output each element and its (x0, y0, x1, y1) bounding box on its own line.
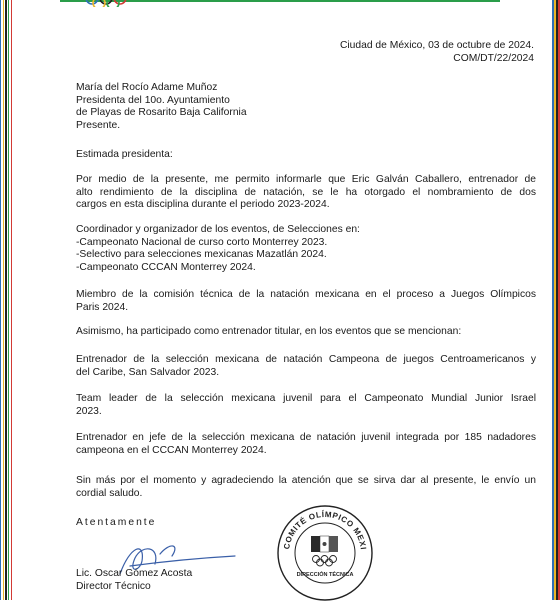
paragraph-line: Por medio de la presente, me permito informarle que Eric Galván Caballero, entrenador de (76, 174, 536, 185)
paragraph-line: cargos en esta disciplina durante el periodo 2023-2024. (76, 199, 330, 210)
paragraph-events-intro (76, 326, 536, 339)
paragraph-line: 2023. (76, 405, 102, 417)
paragraph-line: Team leader de la selección mexicana juvenil para el Campeonato Mundial Junior Israel (76, 393, 536, 404)
paragraph-central-american (76, 354, 536, 379)
paragraph-line: campeona en el CCCAN Monterrey 2024. (76, 444, 267, 456)
list-item: -Campeonato CCCAN Monterrey 2024. (76, 261, 256, 273)
paragraph-head-coach (76, 432, 536, 457)
paragraph-line: Entrenador en jefe de la selección mexicana de natación juvenil integrada por 185 nadadores (76, 432, 536, 443)
paragraph-line: Miembro de la comisión técnica de la natación mexicana en el proceso a Juegos Olímpicos (76, 289, 536, 300)
paragraph-line: Sin más por el momento y agradeciendo la atención que se sirva dar al presente, le envío un (76, 475, 536, 486)
paragraph-line: del Caribe, San Salvador 2023. (76, 366, 220, 378)
paragraph-line: Asimismo, ha participado como entrenador titular, en los eventos que se mencionan: (76, 326, 462, 337)
recipient-block (76, 82, 247, 132)
paragraph-appointment (76, 174, 536, 212)
paragraph-line: cordial saludo. (76, 487, 143, 499)
recipient-place: de Playas de Rosarito Baja California (76, 107, 247, 118)
olympic-color-border-right (552, 0, 560, 600)
seal-bottom-text: DIRECCIÓN TÉCNICA (296, 572, 354, 578)
recipient-name: María del Rocío Adame Muñoz (76, 82, 218, 93)
paragraph-line: Paris 2024. (76, 301, 129, 313)
seal-ring-text: COMITÉ OLÍMPICO MEXI (282, 509, 368, 551)
closing-salutation: Atentamente (76, 517, 157, 528)
signer-name: Lic. Oscar Gómez Acosta (76, 568, 193, 579)
paragraph-closing-remarks (76, 475, 536, 500)
reference-number: COM/DT/22/2024 (453, 52, 534, 64)
greeting: Estimada presidenta: (76, 149, 173, 160)
olympic-color-border-left (0, 0, 12, 600)
paragraph-line: Entrenador de la selección mexicana de natación Campeona de juegos Centroamericanos y (76, 354, 536, 365)
paragraph-coordinator (76, 224, 536, 274)
olympic-rings-icon (82, 0, 152, 7)
list-item: -Campeonato Nacional de curso corto Monterrey 2023. (76, 236, 328, 248)
paragraph-commission (76, 289, 536, 314)
list-item: -Selectivo para selecciones mexicanas Mazatlán 2024. (76, 249, 327, 260)
paragraph-line: alto rendimiento de la disciplina de natación, se le ha otorgado el nombramiento de dos (76, 186, 536, 198)
recipient-presente: Presente. (76, 119, 121, 131)
date-line: Ciudad de México, 03 de octubre de 2024. (339, 40, 534, 51)
date-reference-block (340, 40, 534, 65)
mexican-flag-icon (311, 536, 338, 552)
paragraph-line: Coordinador y organizador de los eventos, de Selecciones en: (76, 224, 360, 235)
recipient-title: Presidenta del 10o. Ayuntamiento (76, 94, 230, 106)
signer-title: Director Técnico (76, 581, 151, 592)
signer-block (76, 567, 192, 593)
paragraph-team-leader (76, 393, 536, 418)
official-seal (275, 503, 375, 603)
